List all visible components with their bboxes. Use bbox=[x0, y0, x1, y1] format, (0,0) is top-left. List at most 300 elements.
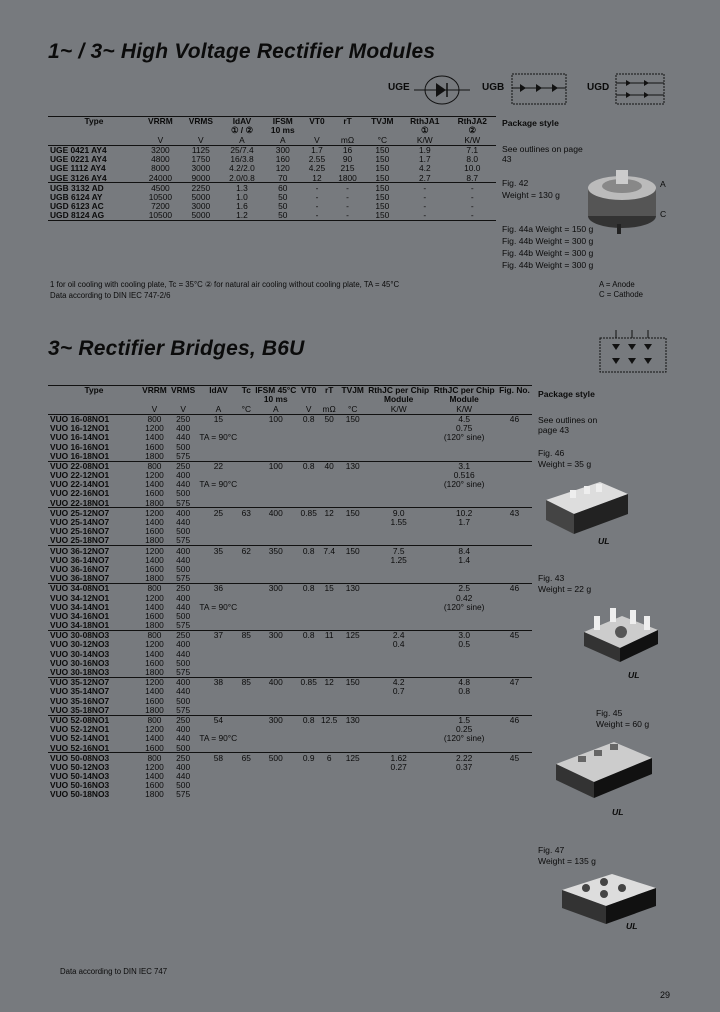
cell bbox=[240, 687, 254, 696]
cell bbox=[339, 687, 366, 696]
bridge-type: VUO 36-16NO7 bbox=[50, 563, 110, 574]
bridge-type: VUO 22-14NO1 bbox=[50, 479, 110, 490]
module-type: UGE 0221 AY4 bbox=[50, 154, 107, 165]
hv-modules-table bbox=[48, 116, 496, 221]
cell: 150 bbox=[375, 154, 390, 165]
cell bbox=[339, 668, 366, 678]
t2-unit bbox=[48, 404, 140, 414]
cell bbox=[253, 424, 298, 433]
cell bbox=[319, 574, 339, 584]
cell: 1400 bbox=[145, 432, 164, 443]
cell bbox=[319, 658, 339, 667]
t1-package-weight: Weight = 130 g bbox=[502, 190, 560, 200]
cell-rt: 12 bbox=[324, 677, 334, 688]
cell: 1200 bbox=[145, 592, 164, 603]
cell bbox=[298, 725, 318, 734]
cell bbox=[253, 451, 298, 461]
cell-r2: 3.0 bbox=[458, 630, 470, 641]
cell bbox=[497, 612, 532, 621]
table-row bbox=[48, 668, 532, 678]
cell bbox=[339, 649, 366, 658]
bridge-type: VUO 35-18NO7 bbox=[50, 704, 110, 715]
bridge-type: VUO 52-16NO1 bbox=[50, 742, 110, 753]
cell-ifsm: 100 bbox=[268, 413, 283, 424]
cell-fig: 45 bbox=[509, 752, 520, 763]
table-row bbox=[48, 555, 532, 564]
cell: 150 bbox=[375, 172, 390, 183]
cell bbox=[298, 433, 318, 442]
cell bbox=[253, 696, 298, 705]
cell-r1b bbox=[366, 725, 431, 734]
cell: 1600 bbox=[145, 742, 164, 753]
cell bbox=[497, 424, 532, 433]
cell-tvjm: 150 bbox=[345, 545, 360, 556]
cell-ifsm: 300 bbox=[268, 583, 283, 594]
cell bbox=[253, 602, 298, 611]
cell: 4.2 bbox=[418, 163, 431, 174]
cell-ifsm: 400 bbox=[268, 677, 283, 688]
cell-ifsm: 100 bbox=[268, 460, 283, 471]
cell bbox=[197, 668, 239, 678]
cell-tc bbox=[240, 715, 254, 725]
cell: 24000 bbox=[148, 172, 173, 183]
cell: 575 bbox=[176, 497, 191, 508]
bridge-type: VUO 16-16NO1 bbox=[50, 441, 110, 452]
cell bbox=[319, 480, 339, 489]
cell bbox=[240, 424, 254, 433]
cell-r2c bbox=[431, 565, 496, 574]
cell bbox=[253, 763, 298, 772]
table-row bbox=[48, 602, 532, 611]
cell: - bbox=[423, 191, 427, 202]
cell-fig: 46 bbox=[509, 413, 520, 424]
pkg-weight-47: Weight = 135 g bbox=[538, 856, 596, 866]
cell bbox=[240, 593, 254, 602]
cell-vt0: 0.85 bbox=[300, 677, 317, 688]
cell bbox=[240, 471, 254, 480]
bridge-type: VUO 16-18NO1 bbox=[50, 450, 110, 461]
cell bbox=[431, 781, 496, 790]
t2-unit: V bbox=[305, 403, 312, 414]
cell-vt0: 0.8 bbox=[302, 583, 315, 594]
pkg-weight-45: Weight = 60 g bbox=[596, 719, 650, 729]
cell: 500 bbox=[176, 526, 191, 537]
cell bbox=[339, 451, 366, 461]
module-type: UGE 1112 AY4 bbox=[50, 163, 106, 174]
rthjc-sub: Module bbox=[384, 394, 414, 405]
cell bbox=[366, 772, 431, 781]
cell: 1600 bbox=[145, 488, 164, 499]
cell bbox=[319, 451, 339, 461]
cell bbox=[319, 442, 339, 451]
cell bbox=[240, 781, 254, 790]
cell bbox=[253, 536, 298, 546]
cell: 440 bbox=[176, 686, 191, 697]
cell: 1600 bbox=[145, 441, 164, 452]
cell bbox=[497, 705, 532, 715]
cell bbox=[366, 442, 431, 451]
bridge-type: VUO 25-12NO7 bbox=[50, 507, 110, 518]
cell-tc: 65 bbox=[241, 752, 251, 763]
cell: 1400 bbox=[145, 733, 164, 744]
ifsm2-sub: 10 ms bbox=[263, 394, 288, 405]
cell-r1: 1.62 bbox=[390, 752, 407, 763]
cell bbox=[497, 658, 532, 667]
t1-package-outline: See outlines on page 43 bbox=[502, 144, 583, 164]
cell bbox=[497, 555, 532, 564]
cell: 500 bbox=[176, 657, 191, 668]
cell: 800 bbox=[147, 630, 162, 641]
table-row bbox=[48, 489, 532, 498]
cell bbox=[497, 480, 532, 489]
cell: 440 bbox=[176, 479, 191, 490]
cell: 70 bbox=[278, 172, 288, 183]
bridge-type: VUO 34-16NO1 bbox=[50, 610, 110, 621]
cell bbox=[431, 705, 496, 715]
cell bbox=[497, 433, 532, 442]
cell bbox=[253, 743, 298, 753]
cell-tvjm: 125 bbox=[345, 752, 360, 763]
cell bbox=[366, 602, 431, 611]
ugd-label: UGD bbox=[587, 82, 610, 93]
cell-condition bbox=[197, 527, 239, 536]
cell-r2: 10.2 bbox=[456, 507, 473, 518]
cell bbox=[431, 536, 496, 546]
t1-unit: K/W bbox=[464, 134, 481, 145]
ul-mark-2: UL bbox=[628, 670, 640, 680]
uge-label: UGE bbox=[388, 82, 410, 93]
cell bbox=[240, 790, 254, 799]
cell-r2: 4.5 bbox=[458, 413, 470, 424]
t1-unit: mΩ bbox=[340, 134, 355, 145]
rthjk-sub: Module bbox=[449, 394, 479, 405]
cell bbox=[319, 471, 339, 480]
t2-unit: mΩ bbox=[322, 403, 336, 414]
cell-rt: 11 bbox=[324, 630, 334, 641]
cell-r2b: 0.75 bbox=[456, 423, 473, 434]
cell bbox=[253, 658, 298, 667]
module-cylinder-image bbox=[580, 166, 670, 236]
cell: 440 bbox=[176, 648, 191, 659]
t1-unit: °C bbox=[377, 134, 388, 145]
cell bbox=[298, 668, 318, 678]
cell bbox=[366, 621, 431, 631]
legend-cathode: C = Cathode bbox=[599, 290, 643, 299]
table-row bbox=[48, 583, 532, 593]
cell: 1400 bbox=[145, 648, 164, 659]
cell bbox=[319, 668, 339, 678]
t1-footnote: 1 for oil cooling with cooling plate, Tc = 35°C ② for natural air cooling without cooling plate, TA = 45°C bbox=[50, 280, 400, 289]
cell-fig: 47 bbox=[509, 677, 520, 688]
t1-data-note: Data according to DIN IEC 747-2/6 bbox=[50, 291, 171, 300]
bridge-type: VUO 50-16NO3 bbox=[50, 780, 110, 791]
col2-type: Type bbox=[84, 385, 104, 395]
cell bbox=[497, 687, 532, 696]
bridge-type: VUO 30-18NO3 bbox=[50, 667, 110, 678]
ul-mark-4: UL bbox=[626, 921, 638, 931]
cell-r1b: 0.7 bbox=[392, 686, 405, 697]
cell bbox=[319, 687, 339, 696]
cell bbox=[497, 696, 532, 705]
cell bbox=[298, 696, 318, 705]
cell-r2: 3.1 bbox=[458, 460, 470, 471]
cell bbox=[339, 734, 366, 743]
cell-tc: 62 bbox=[241, 545, 251, 556]
cell bbox=[339, 536, 366, 546]
bridge-type: VUO 50-18NO3 bbox=[50, 789, 110, 800]
cell-r1b: 0.4 bbox=[392, 639, 405, 650]
cell bbox=[298, 424, 318, 433]
cell-tvjm: 150 bbox=[345, 507, 360, 518]
t2-unit: V bbox=[151, 403, 158, 414]
cell-r1b bbox=[366, 593, 431, 602]
cell bbox=[497, 743, 532, 753]
cell: 400 bbox=[176, 639, 191, 650]
cell bbox=[298, 527, 318, 536]
cell-idav: 35 bbox=[213, 545, 224, 556]
cell bbox=[431, 612, 496, 621]
cell bbox=[298, 451, 318, 461]
cell bbox=[298, 480, 318, 489]
cell bbox=[497, 602, 532, 611]
col-tvjm: TVJM bbox=[371, 116, 394, 126]
cell-vt0: 0.8 bbox=[302, 413, 315, 424]
cell: 1800 bbox=[145, 667, 164, 678]
cell bbox=[253, 772, 298, 781]
cell-condition bbox=[197, 772, 239, 781]
cell: 1400 bbox=[145, 771, 164, 782]
cell-vt0: 0.8 bbox=[302, 630, 315, 641]
cell bbox=[366, 498, 431, 508]
table-row bbox=[48, 442, 532, 451]
bridge-type: VUO 52-08NO1 bbox=[50, 714, 110, 725]
cell bbox=[298, 621, 318, 631]
t1-unit: V bbox=[157, 134, 164, 145]
cell bbox=[298, 498, 318, 508]
cell-condition bbox=[197, 696, 239, 705]
cell bbox=[366, 536, 431, 546]
cell bbox=[497, 725, 532, 734]
cell: 8000 bbox=[151, 163, 170, 174]
table-row bbox=[48, 193, 496, 202]
cell: 1.2 bbox=[236, 210, 248, 221]
cell bbox=[431, 498, 496, 508]
cell: 800 bbox=[147, 583, 162, 594]
cell: 1600 bbox=[145, 563, 164, 574]
cell-tc: 63 bbox=[241, 507, 251, 518]
cell bbox=[339, 696, 366, 705]
table-row bbox=[48, 527, 532, 536]
cell: 1600 bbox=[145, 657, 164, 668]
module-type: UGD 8124 AG bbox=[50, 210, 105, 221]
cell bbox=[319, 621, 339, 631]
cell bbox=[431, 489, 496, 498]
cell-tvjm: 130 bbox=[345, 583, 360, 594]
cell-r2b: 1.7 bbox=[458, 517, 470, 528]
page-number: 29 bbox=[659, 990, 670, 1000]
cell bbox=[497, 640, 532, 649]
cell: 150 bbox=[375, 163, 390, 174]
cell bbox=[240, 489, 254, 498]
table-row bbox=[48, 565, 532, 574]
cell-ifsm: 300 bbox=[268, 714, 283, 725]
cell: 250 bbox=[176, 714, 191, 725]
cell: 1200 bbox=[145, 639, 164, 650]
cell-tvjm: 125 bbox=[345, 630, 360, 641]
bridge-type: VUO 35-12NO7 bbox=[50, 677, 110, 688]
bridge-type: VUO 30-08NO3 bbox=[50, 630, 110, 641]
col-vt0: VT0 bbox=[309, 116, 325, 126]
cell-r1b: 1.25 bbox=[390, 554, 407, 565]
cell: - bbox=[315, 182, 319, 193]
cell-rt: 40 bbox=[324, 460, 334, 471]
cell: 440 bbox=[176, 432, 191, 443]
cell: 50 bbox=[278, 201, 288, 212]
cell bbox=[197, 498, 239, 508]
cell-r2: 8.4 bbox=[458, 545, 470, 556]
cell: 60 bbox=[278, 182, 288, 193]
cell-r2c bbox=[431, 696, 496, 705]
cell: 50 bbox=[278, 191, 288, 202]
col-vrms: VRMS bbox=[188, 116, 213, 126]
cell: 400 bbox=[176, 507, 191, 518]
cell bbox=[366, 451, 431, 461]
cell-rt: 15 bbox=[324, 583, 334, 594]
cell bbox=[253, 471, 298, 480]
cell-vt0: 0.8 bbox=[302, 460, 315, 471]
table-row bbox=[48, 202, 496, 211]
cell bbox=[240, 725, 254, 734]
pkg-weight-46: Weight = 35 g bbox=[538, 459, 592, 469]
cell-r1b bbox=[366, 471, 431, 480]
cell-rt: 50 bbox=[324, 413, 334, 424]
cell bbox=[253, 734, 298, 743]
cell: 7200 bbox=[151, 201, 170, 212]
cell-r2c bbox=[431, 772, 496, 781]
cell: 2.55 bbox=[308, 154, 326, 165]
page-title-2: 3~ Rectifier Bridges, B6U bbox=[48, 337, 305, 360]
col2-rthjc: RthJC per Chip bbox=[368, 385, 430, 395]
bridge-type: VUO 35-16NO7 bbox=[50, 695, 110, 706]
cell: 1600 bbox=[145, 526, 164, 537]
cell-condition: TA = 90°C bbox=[199, 733, 238, 744]
cell-vt0: 0.8 bbox=[302, 545, 315, 556]
cell: 150 bbox=[375, 182, 390, 193]
cell: 1.6 bbox=[236, 201, 248, 212]
col-rt: rT bbox=[343, 116, 352, 126]
cell: 9000 bbox=[191, 172, 211, 183]
pkg-fig-47: Fig. 47 bbox=[538, 845, 565, 855]
cell: 1800 bbox=[145, 789, 164, 800]
cell bbox=[366, 574, 431, 584]
cell: 1400 bbox=[145, 554, 164, 565]
legend-anode: A = Anode bbox=[599, 280, 635, 289]
cell-idav: 54 bbox=[213, 714, 224, 725]
cell: - bbox=[423, 201, 427, 212]
cell bbox=[240, 612, 254, 621]
cell bbox=[339, 725, 366, 734]
cell bbox=[339, 574, 366, 584]
table-row bbox=[48, 705, 532, 715]
cell bbox=[253, 574, 298, 584]
cell-r2b: 0.516 bbox=[453, 470, 475, 481]
cell: 4.25 bbox=[308, 163, 326, 174]
cell: 1200 bbox=[145, 724, 164, 735]
cell bbox=[339, 658, 366, 667]
t2-data-note: Data according to DIN IEC 747 bbox=[60, 967, 168, 976]
cell bbox=[339, 781, 366, 790]
cell-r1b: 0.27 bbox=[390, 761, 407, 772]
cell bbox=[298, 536, 318, 546]
cell: 575 bbox=[176, 620, 191, 631]
cell bbox=[339, 442, 366, 451]
t2-unit: °C bbox=[241, 403, 251, 414]
cell bbox=[497, 518, 532, 527]
cell bbox=[298, 781, 318, 790]
rthja1-sub: ① bbox=[421, 125, 429, 136]
cell bbox=[497, 498, 532, 508]
cell: 5000 bbox=[191, 210, 211, 221]
col2-fig: Fig. No. bbox=[499, 385, 530, 395]
cell: 160 bbox=[275, 154, 290, 165]
cell bbox=[319, 424, 339, 433]
cell bbox=[240, 480, 254, 489]
bridge-type: VUO 22-08NO1 bbox=[50, 460, 110, 471]
table-row bbox=[48, 743, 532, 753]
vuo-25-module-image bbox=[570, 602, 666, 666]
cell bbox=[319, 734, 339, 743]
cell bbox=[240, 555, 254, 564]
cell: 800 bbox=[147, 752, 162, 763]
cell: 400 bbox=[176, 470, 191, 481]
col2-rthjk: RthJC per Chip bbox=[433, 385, 495, 395]
cell bbox=[366, 705, 431, 715]
cell bbox=[497, 565, 532, 574]
cell-vt0: 0.8 bbox=[302, 714, 315, 725]
cell bbox=[240, 621, 254, 631]
cell: - bbox=[315, 191, 319, 202]
t1-package-header: Package style bbox=[502, 118, 559, 128]
table-row bbox=[48, 164, 496, 173]
cell bbox=[431, 574, 496, 584]
cell: 8.7 bbox=[466, 172, 479, 183]
cell bbox=[366, 743, 431, 753]
table-row bbox=[48, 621, 532, 631]
cell-r2b: 0.42 bbox=[456, 592, 473, 603]
cell bbox=[319, 527, 339, 536]
cell bbox=[197, 612, 239, 621]
cell: 400 bbox=[176, 423, 191, 434]
cell-ifsm: 500 bbox=[268, 752, 283, 763]
cell: 8.0 bbox=[466, 154, 479, 165]
cell bbox=[339, 705, 366, 715]
cell bbox=[319, 725, 339, 734]
cell bbox=[339, 621, 366, 631]
cell-r1b: 1.55 bbox=[390, 517, 407, 528]
cell: 4500 bbox=[151, 182, 170, 193]
bridge-type: VUO 25-16NO7 bbox=[50, 526, 110, 537]
cell: 500 bbox=[176, 695, 191, 706]
cell bbox=[431, 668, 496, 678]
cell bbox=[298, 763, 318, 772]
cell bbox=[339, 480, 366, 489]
cell bbox=[366, 734, 431, 743]
cell bbox=[366, 433, 431, 442]
cell bbox=[197, 621, 239, 631]
cell: 400 bbox=[176, 545, 191, 556]
cell bbox=[253, 649, 298, 658]
cell-r2: 2.5 bbox=[458, 583, 470, 594]
